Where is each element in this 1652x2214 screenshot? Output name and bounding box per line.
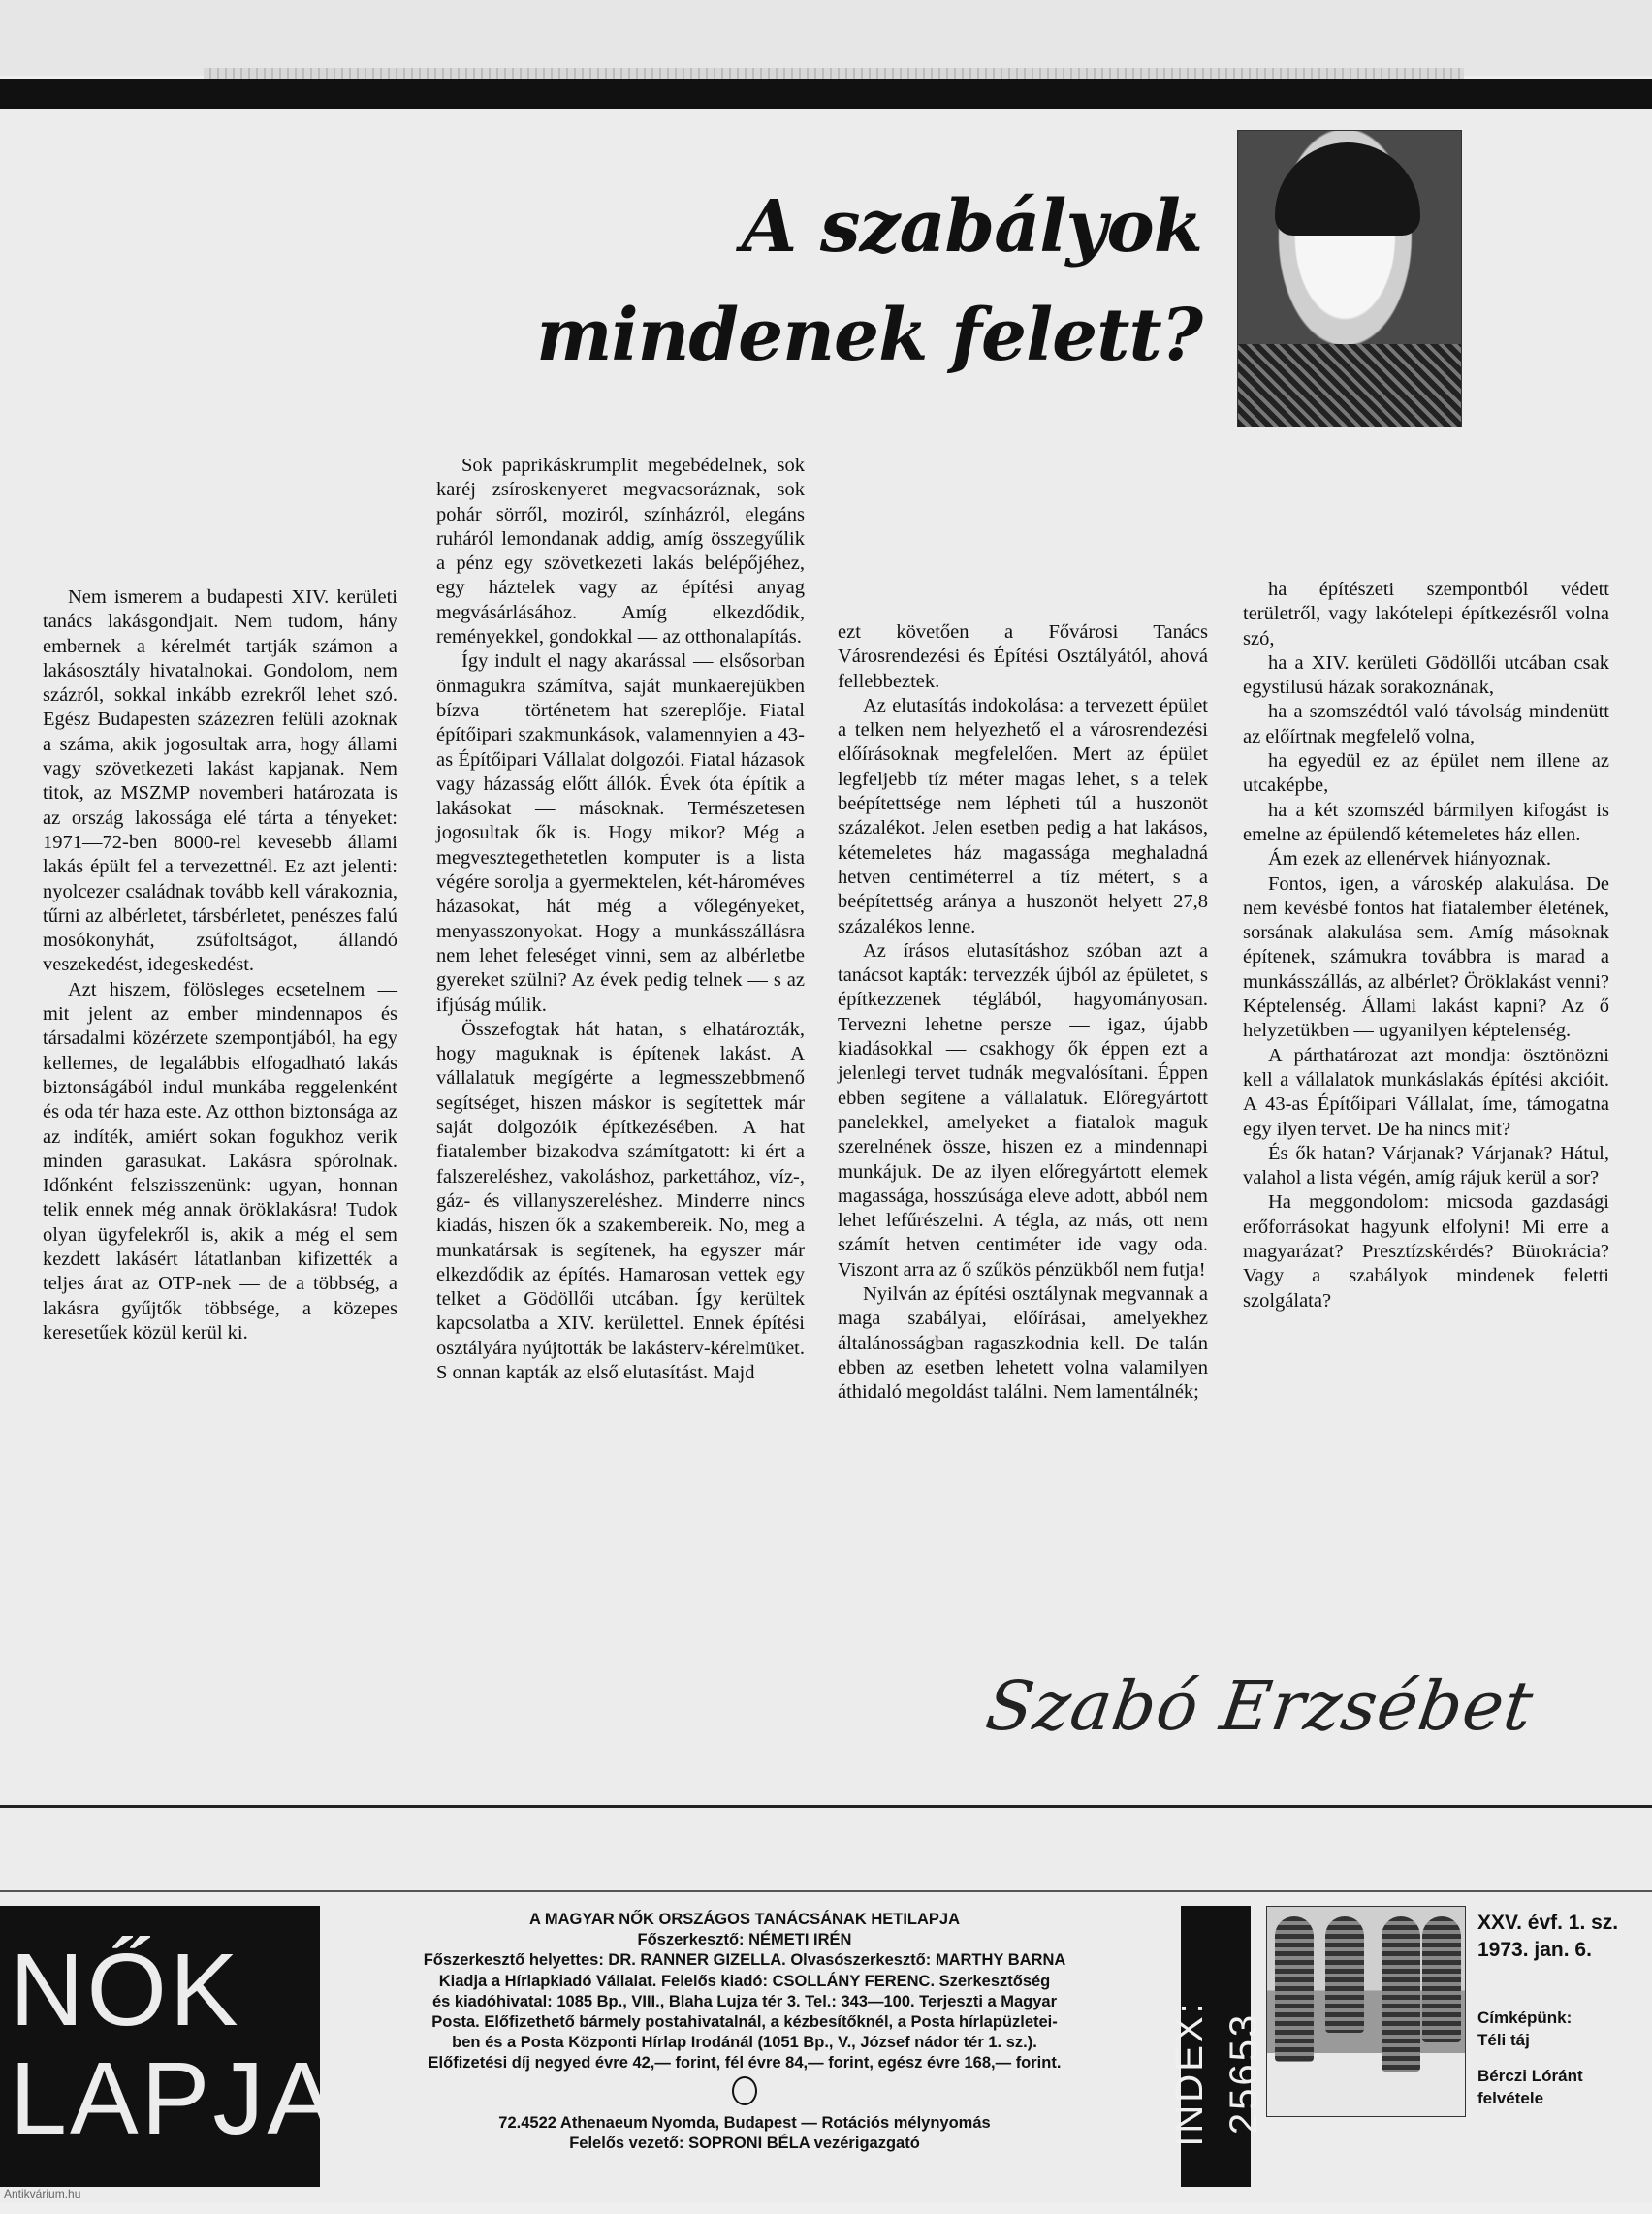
photo-credit-suffix: felvétele: [1477, 2089, 1544, 2107]
author-signature: Szabó Erzsébet: [981, 1666, 1539, 1746]
paragraph: Sok paprikáskrumplit megebédelnek, sok karéj zsíroskenyeret megvacsoráznak, sok pohár sörről, moziról, színházról, elegáns ruháról lemondanak addig, amíg összegyűlik a pénz egy szövetkezeti lakás belépőjéhez, egy háztelek vagy az építési anyag megvásárlásához. Amíg elkezdődik, reményekkel, gondokkal — az otthonalapítás.: [436, 455, 805, 648]
article-column-4: [1243, 578, 1609, 1313]
black-border-bar: [0, 79, 1652, 109]
magazine-masthead-logo: [0, 1906, 339, 2187]
issue-info: [1477, 1910, 1652, 2109]
headline-line-2: mindenek felett?: [536, 294, 1202, 377]
imprint-line: Főszerkesztő helyettes: DR. RANNER GIZELLA. Olvasószerkesztő: MARTHY BARNA: [423, 1951, 1066, 1970]
italic-paragraph: ha építészeti szempontból védett területről, vagy lakótelepi építkezésről volna szó,: [1243, 579, 1609, 649]
masthead-line-2: LAPJA: [10, 2041, 339, 2156]
watermark: Antikvárium.hu: [4, 2187, 81, 2200]
footer-divider-thin: [0, 1890, 1652, 1892]
paragraph: És ők hatan? Várjanak? Várjanak? Hátul, valahol a lista végén, amíg rájuk kerül a sor?: [1243, 1142, 1609, 1189]
index-number: INDEX: 25653: [1168, 2000, 1265, 2147]
issue-volume: XXV. évf. 1. sz.: [1477, 1912, 1619, 1934]
imprint-line: Főszerkesztő: NÉMETI IRÉN: [637, 1931, 852, 1949]
italic-paragraph: ha a két szomszéd bármilyen kifogást is emelne az épülendő kétemeletes ház ellen.: [1243, 799, 1609, 845]
article-column-3: [838, 620, 1208, 1406]
index-number-bar: [1168, 1906, 1265, 2187]
tree-icon: [1325, 1916, 1364, 2033]
imprint-block: [328, 1910, 1161, 2154]
paragraph: Fontos, igen, a városkép alakulása. De nem kevésbé fontos hat fiatalember életének, sorsának alakulása sem. Amíg másoknak építenek, számukra továbbra is marad a munkásszállás, az albérlet? Öröklakást venni? Képtelenség. Állami lakást kapni? Az ő helyzetükben — ugyanilyen képtelenség.: [1243, 872, 1609, 1042]
italic-paragraph: ha a szomszédtól való távolság mindenütt az előírtnak megfelelő volna,: [1243, 701, 1609, 747]
paragraph: Nyilván az építési osztálynak megvannak a maga szabályai, előírásai, amelyekhez általánosságban ragaszkodnia kell. De talán ebben az esetben lehetett volna valamilyen áthidaló megoldást találni. Nem lamentálnék;: [838, 1283, 1208, 1404]
printer-logo-icon: [732, 2076, 757, 2105]
italic-paragraph: ha a XIV. kerületi Gödöllői utcában csak egystílusú házak sorakoznának,: [1243, 651, 1609, 699]
imprint-line: A MAGYAR NŐK ORSZÁGOS TANÁCSÁNAK HETILAPJA: [529, 1911, 960, 1928]
article-headline: [504, 173, 1202, 390]
tree-icon: [1422, 1916, 1461, 2042]
italic-paragraph: ha egyedül ez az épület nem illene az utcaképbe,: [1243, 750, 1609, 797]
issue-date: 1973. jan. 6.: [1477, 1939, 1592, 1961]
article-column-2: [436, 454, 805, 1385]
imprint-line: és kiadóhivatal: 1085 Bp., VIII., Blaha Lujza tér 3. Tel.: 343—100. Terjeszti a Magyar: [431, 1992, 1058, 2010]
article-column-1: [43, 585, 397, 1345]
tree-icon: [1275, 1916, 1314, 2062]
paragraph: Összefogtak hát hatan, s elhatározták, hogy maguknak is építenek lakást. A vállalatuk megígérte a legmesszebbmenő segítséget, hiszen máskor is segítettek már saját dolgozóik építkezésében. A hat fiatalember bizakodva számítgatott: ki ért a falszereléshez, vakoláshoz, parkettához, víz-, gáz- és villanyszereléshez. Minderre nincs kiadás, hiszen ők a szakembereik. No, meg a munkatársak is segítenek, ha egyszer már elkezdődik az építés. Hamarosan vettek egy telket a Gödöllői utcában. Így kerültek kapcsolatba a XIV. kerülettel. Ennek építési osztályára nyújtották be lakásterv-kérelmüket. S onnan kapták az első elutasítást. Majd: [436, 1018, 805, 1383]
manager-line: Felelős vezető: SOPRONI BÉLA vezérigazgató: [569, 2135, 920, 2153]
author-portrait-photo: [1237, 130, 1462, 427]
footer-divider: [0, 1805, 1652, 1808]
paragraph: Azt hiszem, fölösleges ecsetelnem — mit jelent az ember mindennapos és társadalmi közérzete szempontjából, ha egy kellemes, de legalábbis elfogadható lakás biztonságából indul munkába reggelenként és oda tér haza este. Az otthon biztonsága az az indíték, amiért sokan fogukhoz verik minden garasukat. Lakásra spórolnak. Időnként felszisszenünk: ugyan, honnan telik ennek még annak öröklakásra! Tudok olyan ügyfelekről is, akik a még el sem kezdett lakásért látatlanban kifizették a teljes árat az OTP-nek — de a többség, a lakásra gyűjtők többsége, a közepes keresetűek közül kerül ki.: [43, 978, 397, 1344]
paragraph: Így indult el nagy akarással — elsősorban önmagukra számítva, saját munkaerejükben bízva — történetem hat szereplője. Fiatal építőipari szakmunkások, valamennyien a 43-as Építőipari Vállalat dolgozói. Fiatal házasok vagy házasság előtt állók. Évek óta építik a lakásokat — másoknak. Természetesen jogosultak ők is. Hogy mikor? Még a megvesztegethetetlen komputer is a lista végére sorolja a gyermektelen, két-hároméves házasokat, hát még a vőlegényeket, menyasszonyokat. Hogy a munkásszállásra nem lehet feleséget vinni, sem az albérletbe gyereket szülni? Az évek pedig telnek — s az ifjúság múlik.: [436, 650, 805, 1016]
paragraph: Az írásos elutasításhoz szóban azt a tanácsot kapták: tervezzék újból az épületet, s építkezzenek téglából, hagyományosan. Tervezni lehetne persze — igaz, újabb kiadásokkal — csakhogy ők éppen ezt a jelenlegi tervet tudnák megvalósítani. Éppen ebben segítene a vállalatuk. Előregyártott panelekkel, amelyeket a fiatalok maguk szerelnének össze, hiszen ez a mindennapi munkájuk. De az ilyen előregyártott elemek magassága, hosszúsága eleve adott, abból nem lehet lefűrészelni. A tégla, az más, ott nem számít hetven centiméter ide vagy oda. Viszont arra az ő szűkös pénzükből nem futja!: [838, 939, 1208, 1281]
cover-thumbnail-winter-landscape: [1266, 1906, 1466, 2117]
paragraph: ezt követően a Fővárosi Tanács Városrendezési és Építési Osztályától, ahová fellebbeztek.: [838, 621, 1208, 692]
masthead-line-1: NŐK: [10, 1933, 241, 2047]
paragraph: Az elutasítás indokolása: a tervezett épület a telken nem helyezhető el a városrendezési előírásoknak megfelelően. Mert az épület legfeljebb tíz méter magas lehet, s a telek beépítettsége nem lépheti túl a huszonöt százalékot. Jelen esetben pedig a hat lakásos, kétemeletes ház magassága meghaladná hetven centiméterrel a tíz métert, s a beépítettség aránya a huszonöt helyett 27,8 százalékos lenne.: [838, 694, 1208, 937]
paragraph: Nem ismerem a budapesti XIV. kerületi tanács lakásgondjait. Nem tudom, hány embernek a kérelmét tartják számon a lakásosztály hivatalnokai. Gondolom, nem százról, sokkal inkább ezrekről lehet szó. Egész Budapesten százezren felüli azoknak a száma, akik jogosultak arra, hogy állami vagy szövetkezeti lakást kapjanak. Nem titok, az MSZMP novemberi határozata is az ország lakossága elé tárta a tényeket: 1971—72-ben 8000-rel kevesebb állami lakás épült fel a tervezettnél. Ez azt jelenti: nyolcezer családnak tovább kell várakoznia, tűrni az albérletet, társbérletet, penészes falú mosókonyhát, zsúfoltságot, állandó veszekedést, idegeskedést.: [43, 586, 397, 976]
headline-line-1: A szabályok: [741, 185, 1202, 269]
portrait-dress: [1238, 344, 1461, 427]
italic-conditions-list: [1243, 578, 1609, 847]
imprint-line: ben és a Posta Központi Hírlap Irodánál (1051 Bp., V., József nádor tér 1. sz.).: [452, 2034, 1037, 2052]
portrait-hair: [1275, 142, 1420, 236]
cover-label: Címképünk:: [1477, 2008, 1573, 2027]
imprint-line: Posta. Előfizethető bármely postahivatalnál, a kézbesítőknél, a Posta hírlapüzletei-: [431, 2013, 1058, 2032]
page-top-edge: [0, 0, 1652, 76]
imprint-line: Előfizetési díj negyed évre 42,— forint, fél évre 84,— forint, egész évre 168,— forint.: [428, 2054, 1062, 2072]
paragraph: A párthatározat azt mondja: ösztönözni kell a vállalatok munkáslakás építési akcióit. A 43-as Építőipari Vállalat, íme, támogatna egy ilyen tervet. De ha nincs mit?: [1243, 1044, 1609, 1140]
tree-icon: [1382, 1916, 1420, 2072]
imprint-line: Kiadja a Hírlapkiadó Vállalat. Felelős kiadó: CSOLLÁNY FERENC. Szerkesztőség: [438, 1972, 1051, 1990]
paragraph: Ám ezek az ellenérvek hiányoznak.: [1268, 848, 1551, 870]
printer-line: 72.4522 Athenaeum Nyomda, Budapest — Rotációs mélynyomás: [498, 2113, 991, 2132]
cover-title: Téli táj: [1477, 2031, 1530, 2049]
photo-credit: Bérczi Lóránt: [1477, 2067, 1583, 2085]
paragraph: Ha meggondolom: micsoda gazdasági erőforrásokat hagyunk elfolyni! Mi erre a magyarázat? Presztízskérdés? Bürokrácia? Vagy a szabályok mindenek feletti szolgálata?: [1243, 1191, 1609, 1312]
